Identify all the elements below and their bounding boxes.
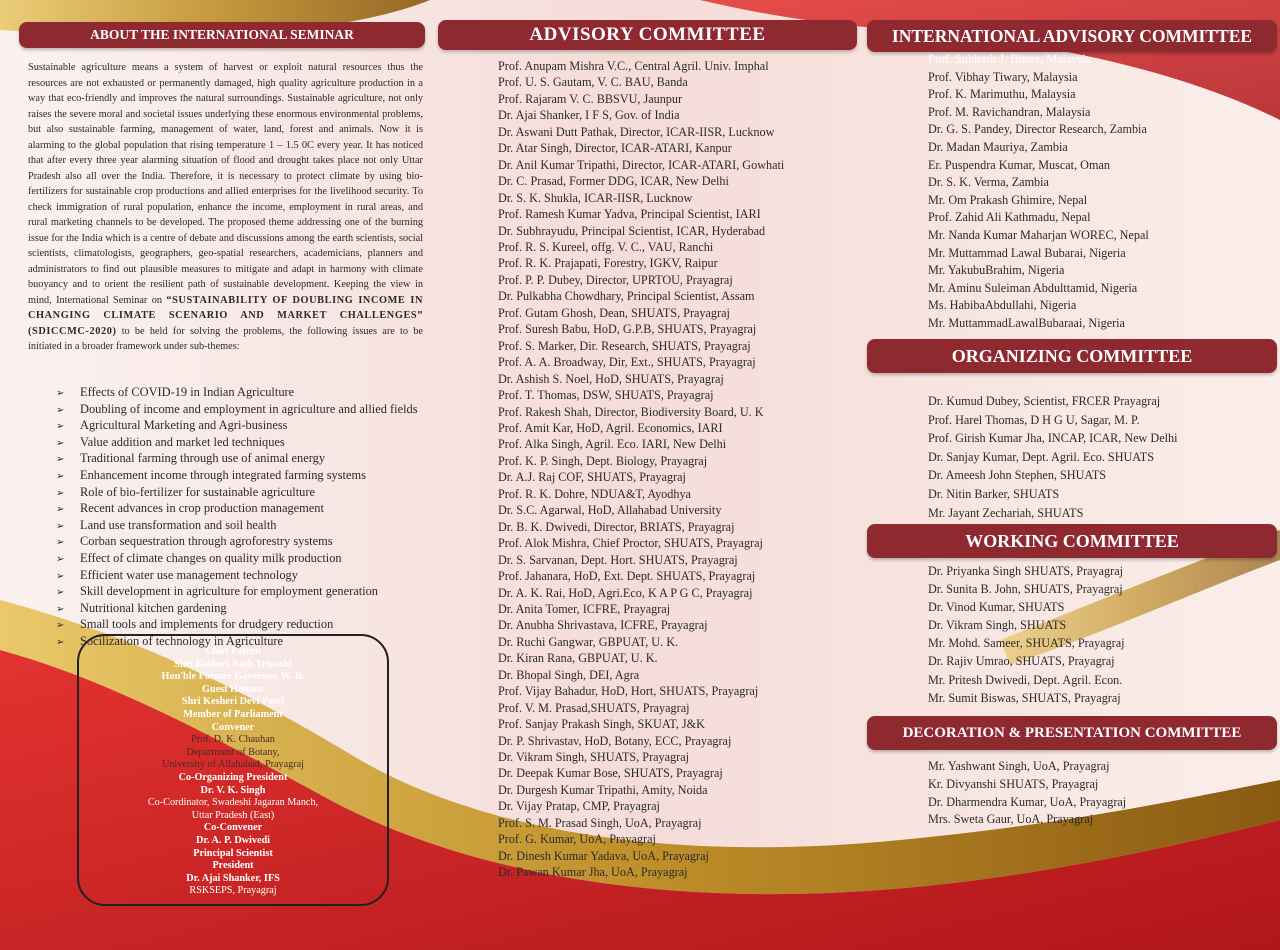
list-item: Prof. A. A. Broadway, Dir, Ext., SHUATS, Prayagraj (498, 355, 756, 370)
list-item: Dr. Ameesh John Stephen, SHUATS (928, 468, 1107, 483)
patron-line: Convener (211, 721, 255, 733)
patron-line: Dr. V. K. Singh (200, 784, 266, 796)
organizing-banner (867, 339, 1277, 373)
list-item: Prof. K. P. Singh, Dept. Biology, Prayagraj (498, 453, 708, 468)
arrow-bullet-icon: ➢ (56, 437, 65, 449)
list-item: ➢ Value addition and market led techniques (56, 435, 418, 452)
arrow-bullet-icon: ➢ (56, 421, 65, 433)
list-item: Prof. Vibhay Tiwary, Malaysia (928, 69, 1078, 84)
list-item: Prof. Amit Kar, HoD, Agril. Economics, IARI (498, 420, 723, 435)
list-item: Prof. Ramesh Kumar Yadva, Principal Scientist, IARI (498, 207, 761, 222)
list-item: Dr. Bhopal Singh, DEI, Agra (498, 667, 640, 682)
list-item: ➢ Efficient water use management technology (56, 568, 418, 585)
list-item: Prof. V. M. Prasad,SHUATS, Prayagraj (498, 700, 690, 715)
arrow-bullet-icon: ➢ (56, 487, 65, 499)
list-item: Prof. Rakesh Shah, Director, Biodiversity Board, U. K (498, 404, 764, 419)
list-item: Prof. S. Marker, Dir. Research, SHUATS, Prayagraj (498, 338, 751, 353)
list-item: ➢ Corban sequestration through agroforestry systems (56, 534, 418, 551)
arrow-bullet-icon: ➢ (56, 587, 65, 599)
about-text: Sustainable agriculture means a system of harvest or exploit natural resources thus the resources are not exhausted or permanently damaged, high quality agriculture production in a way that eco-friendly and improves the natural surroundings. Sustainable agriculture, not only raises the severe moral and societal issues underlying these enormous environmental problems, but also sustainable farming, management of water, land, forest and animals. Now it is alarming to the global population that rising temperature 1 – 1.5 0C every year. It has noticed that after every three year alarming situation of flood and drought takes place not only Uttar Pradesh also all over the India. Therefore, it is necessary to protect climate by using bio- fertilizers for sustainable crop productions and allied enterprises for the livelihood security. To check immigration of rural population, enhance the income, employment in rural areas, and rural marketing channels to be developed. The proposed theme addressing one of the burning issue for the India which is a centre of debate and discussions among the earth scientists, social scientists, climatologists, geographers, geo-spatial researchers, academicians, planners and administrators to find out plausible measures to mitigate and adapt in harmony with climate buoyancy and to orient the resilient path of sustainable development. Keeping the view in mind, International Seminar on “SUSTAINABILITY OF DOUBLING INCOME IN CHANGING CLIMATE SCENARIO AND MARKET CHALLENGES” (SDICCMC-2020) to be held for solving the problems, the following issues are to be initiated in a broader framework under sub-themes: (28, 62, 423, 352)
list-item: Mr. Muttammad Lawal Bubarai, Nigeria (928, 245, 1126, 260)
list-item: Dr. A.J. Raj COF, SHUATS, Prayagraj (498, 470, 686, 485)
list-item: Prof. G. Kumar, UoA, Prayagraj (498, 832, 656, 847)
list-item: Mr. Yashwant Singh, UoA, Prayagraj (928, 759, 1110, 773)
decoration-title: DECORATION & PRESENTATION COMMITTEE (902, 725, 1242, 741)
patron-line: Hon'ble Former Governor, W. B. (161, 671, 305, 683)
arrow-bullet-icon: ➢ (56, 603, 65, 615)
patron-line: Prof. D. K. Chauhan (191, 734, 275, 746)
list-item: ➢ Effect of climate changes on quality milk production (56, 551, 418, 568)
list-item: Prof. R. S. Kureel, offg. V. C., VAU, Ranchi (498, 239, 714, 254)
patron-line: University of Allahabad, Prayagraj (161, 759, 305, 771)
list-item: Mr. Nanda Kumar Maharjan WOREC, Nepal (928, 227, 1149, 242)
list-item: Dr. Pawan Kumar Jha, UoA, Prayagraj (498, 865, 688, 880)
list-item: Prof. Harel Thomas, D H G U, Sagar, M. P. (928, 412, 1140, 427)
list-item: Dr. Subhrayudu, Principal Scientist, ICAR, Hyderabad (498, 223, 766, 238)
patron-line: Dr. Ajai Shanker, IFS (186, 872, 280, 884)
list-item: Prof. R. K. Dohre, NDUA&T, Ayodhya (498, 486, 691, 501)
list-item: Dr. Vikram Singh, SHUATS (928, 618, 1067, 633)
list-item: ➢ Effects of COVID-19 in Indian Agriculture (56, 385, 418, 402)
list-item: ➢ Land use transformation and soil health (56, 518, 418, 535)
list-item: Dr. Madan Mauriya, Zambia (928, 139, 1068, 154)
arrow-bullet-icon: ➢ (56, 537, 65, 549)
patron-line: Guest Honour (202, 683, 264, 695)
patron-line: Principal Scientist (193, 847, 273, 859)
patron-line: President (212, 860, 254, 872)
list-item: Mr. Pritesh Dwivedi, Dept. Agril. Econ. (928, 672, 1123, 687)
list-item: Prof. Vijay Bahadur, HoD, Hort, SHUATS, Prayagraj (498, 684, 759, 699)
patron-line: Co-Convener (203, 822, 263, 834)
advisory-title: ADVISORY COMMITTEE (529, 24, 766, 45)
patron-line: Shri Kesheri Nath Tripathi (174, 658, 292, 670)
list-item: Kr. Divyanshi SHUATS, Prayagraj (928, 776, 1099, 791)
patron-line: RSKSEPS, Prayagraj (189, 885, 277, 897)
decoration-list (928, 758, 1126, 829)
list-item: Ms. HabibaAbdullahi, Nigeria (928, 298, 1077, 313)
list-item: Prof. Alok Mishra, Chief Proctor, SHUATS, Prayagraj (498, 536, 763, 551)
patron-line: Shri Kesheri Devi Patel (181, 696, 285, 708)
working-title: WORKING COMMITTEE (965, 531, 1179, 551)
list-item: Dr. Kumud Dubey, Scientist, FRCER Prayagraj (928, 394, 1161, 408)
list-item: Dr. Atar Singh, Director, ICAR-ATARI, Kanpur (498, 141, 732, 156)
list-item: Dr. Pulkabha Chowdhary, Principal Scientist, Assam (498, 289, 755, 304)
list-item: Dr. Anubha Shrivastava, ICFRE, Prayagraj (498, 618, 708, 633)
arrow-bullet-icon: ➢ (56, 520, 65, 532)
arrow-bullet-icon: ➢ (56, 553, 65, 565)
list-item: Mr. Jayant Zechariah, SHUATS (928, 505, 1084, 520)
list-item: Mr. Sumit Biswas, SHUATS, Prayagraj (928, 690, 1121, 705)
list-item: Prof. S. M. Prasad Singh, UoA, Prayagraj (498, 815, 702, 830)
list-item: Prof. Jahanara, HoD, Ext. Dept. SHUATS, Prayagraj (498, 569, 756, 584)
list-item: Dr. S. K. Shukla, ICAR-IISR, Lucknow (498, 190, 693, 205)
list-item: ➢ Small tools and implements for drudgery reduction (56, 617, 418, 634)
patron-line: Co-Cordinator, Swadeshi Jagaran Manch, (147, 797, 319, 809)
list-item: Dr. Sunita B. John, SHUATS, Prayagraj (928, 582, 1123, 597)
list-item: Prof. Gutam Ghosh, Dean, SHUATS, Prayagraj (498, 305, 730, 320)
list-item: Dr. Anil Kumar Tripathi, Director, ICAR-ATARI, Gowhati (498, 157, 785, 172)
list-item: Dr. S. Sarvanan, Dept. Hort. SHUATS, Prayagraj (498, 552, 738, 567)
list-item: Prof. K. Marimuthu, Malaysia (928, 87, 1076, 102)
sub-themes-list (56, 385, 418, 651)
list-item: Prof. Alka Singh, Agril. Eco. IARI, New Delhi (498, 437, 727, 452)
list-item: Dr. Ashish S. Noel, HoD, SHUATS, Prayagraj (498, 371, 724, 386)
list-item: Prof. Anupam Mishra V.C., Central Agril. Univ. Imphal (498, 59, 769, 73)
list-item: Prof. Rajaram V. C. BBSVU, Jaunpur (498, 91, 683, 106)
list-item: Dr. Rajiv Umrao, SHUATS, Prayagraj (928, 654, 1115, 669)
arrow-bullet-icon: ➢ (56, 504, 65, 516)
working-banner (867, 524, 1277, 558)
list-item: Er. Puspendra Kumar, Muscat, Oman (928, 157, 1110, 172)
advisory-list (498, 58, 784, 881)
decoration-banner (867, 716, 1277, 750)
list-item: Dr. P. Shrivastav, HoD, Botany, ECC, Prayagraj (498, 733, 732, 748)
list-item: Prof. Subhash J. Bhore, Malaysia (928, 52, 1091, 66)
organizing-title: ORGANIZING COMMITTEE (951, 346, 1193, 366)
about-banner (19, 22, 425, 48)
list-item: Prof. Zahid Ali Kathmadu, Nepal (928, 210, 1091, 225)
list-item: Prof. T. Thomas, DSW, SHUATS, Prayagraj (498, 388, 714, 403)
arrow-bullet-icon: ➢ (56, 404, 65, 416)
list-item: ➢ Enhancement income through integrated farming systems (56, 468, 418, 485)
international-list (928, 51, 1149, 333)
international-title: INTERNATIONAL ADVISORY COMMITTEE (891, 26, 1253, 46)
list-item: ➢ Recent advances in crop production management (56, 501, 418, 518)
list-item: Dr. Priyanka Singh SHUATS, Prayagraj (928, 564, 1123, 578)
list-item: Dr. Sanjay Kumar, Dept. Agril. Eco. SHUATS (928, 449, 1154, 464)
list-item: Dr. Vinod Kumar, SHUATS (928, 600, 1065, 615)
list-item: Mr. Mohd. Sameer, SHUATS, Prayagraj (928, 636, 1125, 651)
list-item: Dr. A. K. Rai, HoD, Agri.Eco, K A P G C, Prayagraj (498, 585, 753, 600)
patron-box (77, 634, 389, 906)
list-item: Dr. Vijay Pratap, CMP, Prayagraj (498, 799, 660, 814)
organizing-list (928, 392, 1178, 522)
list-item: Dr. Aswani Dutt Pathak, Director, ICAR-IISR, Lucknow (498, 124, 775, 139)
arrow-bullet-icon: ➢ (56, 620, 65, 632)
list-item: Dr. Anita Tomer, ICFRE, Prayagraj (498, 601, 671, 616)
list-item: ➢ Socilization of technology in Agriculture (56, 634, 418, 651)
list-item: Prof. Sanjay Prakash Singh, SKUAT, J&K (498, 717, 705, 732)
patron-line: Dr. A. P. Dwivedi (196, 834, 270, 846)
arrow-bullet-icon: ➢ (56, 570, 65, 582)
list-item: Dr. S. K. Verma, Zambia (928, 175, 1049, 190)
list-item: Dr. C. Prasad, Former DDG, ICAR, New Delhi (498, 174, 729, 189)
list-item: Prof. M. Ravichandran, Malaysia (928, 104, 1091, 119)
list-item: Mr. Om Prakash Ghimire, Nepal (928, 192, 1088, 207)
list-item: Dr. Ruchi Gangwar, GBPUAT, U. K. (498, 634, 679, 649)
arrow-bullet-icon: ➢ (56, 388, 65, 399)
list-item: Dr. Kiran Rana, GBPUAT, U. K. (498, 651, 658, 666)
list-item: Dr. Nitin Barker, SHUATS (928, 486, 1060, 501)
list-item: Mrs. Sweta Gaur, UoA, Prayagraj (928, 812, 1094, 827)
list-item: ➢ Agricultural Marketing and Agri-business (56, 418, 418, 435)
patron-line: Uttar Pradesh (East) (191, 809, 275, 821)
arrow-bullet-icon: ➢ (56, 470, 65, 482)
list-item: Prof. Suresh Babu, HoD, G.P.B, SHUATS, Prayagraj (498, 322, 757, 337)
list-item: Dr. Dinesh Kumar Yadava, UoA, Prayagraj (498, 848, 709, 863)
patron-line: Department of Botany, (186, 746, 280, 758)
patron-line: Chief Patron (204, 646, 262, 657)
patron-line: Co-Organizing President (178, 771, 288, 783)
list-item: Dr. B. K. Dwivedi, Director, BRIATS, Prayagraj (498, 519, 735, 534)
list-item: Prof. U. S. Gautam, V. C. BAU, Banda (498, 75, 688, 90)
list-item: ➢ Nutritional kitchen gardening (56, 601, 418, 618)
patron-line: Member of Parliament (183, 708, 283, 720)
list-item: ➢ Skill development in agriculture for employment generation (56, 584, 418, 601)
list-item: Mr. Aminu Suleiman Abdulttamid, Nigeria (928, 280, 1138, 295)
list-item: Mr. YakubuBrahim, Nigeria (928, 263, 1065, 278)
list-item: ➢ Role of bio-fertilizer for sustainable agriculture (56, 485, 418, 502)
list-item: Dr. Vikram Singh, SHUATS, Prayagraj (498, 750, 689, 765)
list-item: Dr. Ajai Shanker, I F S, Gov. of India (498, 108, 680, 123)
list-item: Dr. Dharmendra Kumar, UoA, Prayagraj (928, 794, 1127, 809)
advisory-banner (438, 20, 857, 50)
about-title: ABOUT THE INTERNATIONAL SEMINAR (90, 27, 354, 42)
list-item: ➢ Traditional farming through use of animal energy (56, 451, 418, 468)
international-banner (867, 20, 1277, 52)
list-item: Prof. R. K. Prajapati, Forestry, IGKV, Raipur (498, 256, 718, 271)
list-item: Dr. G. S. Pandey, Director Research, Zambia (928, 122, 1147, 137)
list-item: Dr. Durgesh Kumar Tripathi, Amity, Noida (498, 782, 708, 797)
arrow-bullet-icon: ➢ (56, 636, 65, 648)
list-item: Prof. Girish Kumar Jha, INCAP, ICAR, New Delhi (928, 431, 1178, 446)
list-item: ➢ Doubling of income and employment in agriculture and allied fields (56, 402, 418, 419)
working-list (928, 562, 1125, 707)
arrow-bullet-icon: ➢ (56, 454, 65, 466)
list-item: Prof. P. P. Dubey, Director, UPRTOU, Prayagraj (498, 272, 733, 287)
list-item: Dr. S.C. Agarwal, HoD, Allahabad University (498, 503, 722, 518)
list-item: Mr. MuttammadLawalBubaraai, Nigeria (928, 315, 1125, 330)
list-item: Dr. Deepak Kumar Bose, SHUATS, Prayagraj (498, 766, 723, 781)
